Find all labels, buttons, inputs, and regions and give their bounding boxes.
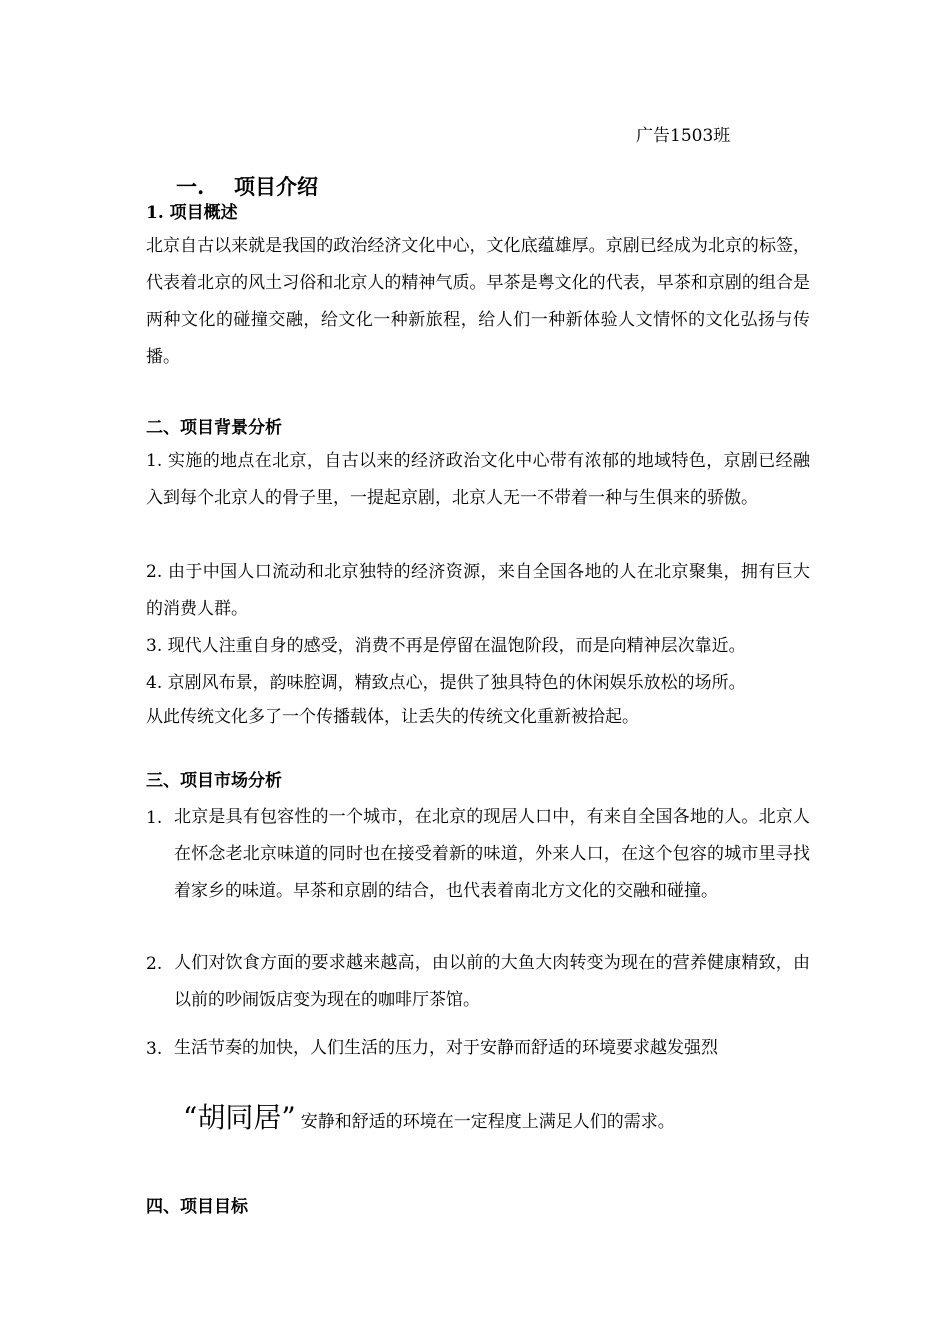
background-item-3: 3. 现代人注重自身的感受，消费不再是停留在温饱阶段，而是向精神层次靠近。 xyxy=(146,636,746,656)
background-item-4-continued: 从此传统文化多了一个传播载体，让丢失的传统文化重新被拾起。 xyxy=(146,707,639,727)
overview-paragraph: 北京自古以来就是我国的政治经济文化中心，文化底蕴雄厚。京剧已经成为北京的标签，代表着北京的风土习俗和北京人的精神气质。早茶是粤文化的代表，早茶和京剧的组合是两种文化的碰撞交融，给文化一种新旅程，给人们一种新体验人文情怀的文化弘扬与传播。 xyxy=(146,236,810,367)
background-item-4: 4. 京剧风布景，韵味腔调，精致点心，提供了独具特色的休闲娱乐放松的场所。 xyxy=(146,673,746,693)
class-label: 广告1503班 xyxy=(636,126,731,146)
market-item-1-text: 北京是具有包容性的一个城市，在北京的现居人口中，有来自全国各地的人。北京人在怀念老北京味道的同时也在接受着新的味道，外来人口，在这个包容的城市里寻找着家乡的味道。早茶和京剧的结合，也代表着南北方文化的交融和碰撞。 xyxy=(174,807,810,901)
market-item-1-number: 1. xyxy=(146,808,163,828)
background-item-2: 2. 由于中国人口流动和北京独特的经济资源，来自全国各地的人在北京聚集，拥有巨大的消费人群。 xyxy=(146,562,810,619)
section-heading-overview: 1. 项目概述 xyxy=(146,203,238,223)
market-item-3-text: 生活节奏的加快，人们生活的压力，对于安静而舒适的环境要求越发强烈 xyxy=(174,1038,718,1058)
hutong-quote-line xyxy=(183,1100,675,1140)
background-item-1: 1. 实施的地点在北京，自古以来的经济政治文化中心带有浓郁的地域特色，京剧已经融入到每个北京人的骨子里，一提起京剧，北京人无一不带着一种与生俱来的骄傲。 xyxy=(146,451,810,508)
market-item-2-text: 人们对饮食方面的要求越来越高，由以前的大鱼大肉转变为现在的营养健康精致，由以前的吵闹饭店变为现在的咖啡厅茶馆。 xyxy=(174,953,810,1010)
main-title xyxy=(176,173,318,201)
section-heading-background: 二、项目背景分析 xyxy=(146,418,282,438)
hutong-quote-text: 安静和舒适的环境在一定程度上满足人们的需求。 xyxy=(300,1112,675,1132)
section-heading-goals: 四、项目目标 xyxy=(146,1197,248,1217)
hutong-quote-name: “胡同居” xyxy=(183,1101,296,1134)
main-title-number: 一. xyxy=(176,174,205,199)
market-item-2-number: 2. xyxy=(146,954,163,974)
market-item-3-number: 3. xyxy=(146,1039,163,1059)
section-heading-market: 三、项目市场分析 xyxy=(146,771,282,791)
main-title-text: 项目介绍 xyxy=(234,174,318,199)
